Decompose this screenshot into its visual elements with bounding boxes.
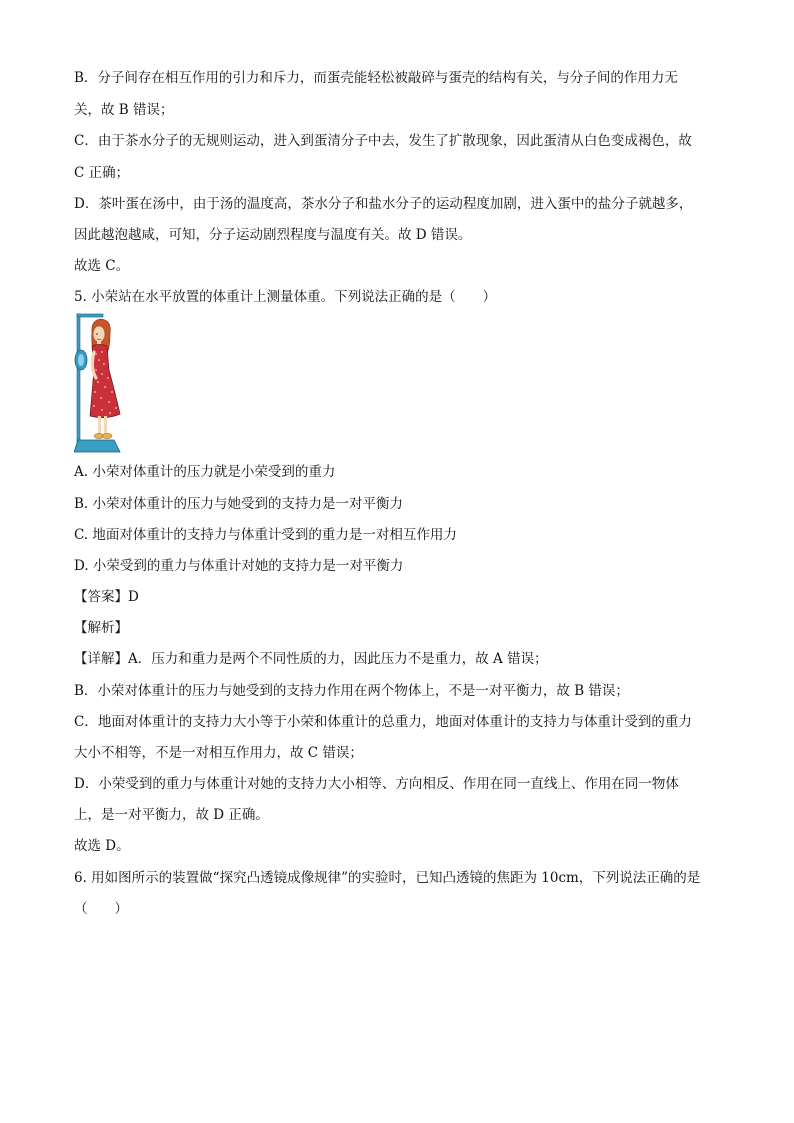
text-line: D．茶叶蛋在汤中，由于汤的温度高，茶水分子和盐水分子的运动程度加剧，进入蛋中的盐分子就越多， <box>74 196 693 212</box>
detail-line: 上，是一对平衡力，故 D 正确。 <box>74 807 269 823</box>
option-b: B. 小荣对体重计的压力与她受到的支持力是一对平衡力 <box>74 496 404 512</box>
text-line: C 正确； <box>74 165 130 181</box>
detail-line: 故选 D。 <box>74 838 130 854</box>
question-6-bracket: （ ） <box>74 901 128 917</box>
option-c: C. 地面对体重计的支持力与体重计受到的重力是一对相互作用力 <box>74 527 457 543</box>
detail-line: 大小不相等，不是一对相互作用力，故 C 错误； <box>74 745 363 761</box>
text-line: 故选 C。 <box>74 258 130 274</box>
option-d: D. 小荣受到的重力与体重计对她的支持力是一对平衡力 <box>74 558 404 574</box>
text-line: 关，故 B 错误； <box>74 102 174 118</box>
text-line: 因此越泡越咸，可知，分子运动剧烈程度与温度有关。故 D 错误。 <box>74 227 472 243</box>
figure-svg <box>74 312 134 457</box>
detail-line: B．小荣对体重计的压力与她受到的支持力作用在两个物体上，不是一对平衡力，故 B 错误； <box>74 683 629 699</box>
detail-line: C．地面对体重计的支持力大小等于小荣和体重计的总重力，地面对体重计的支持力与体重计受到的重力 <box>74 714 692 730</box>
answer-label: 【答案】D <box>74 589 139 605</box>
question-5-stem: 5. 小荣站在水平放置的体重计上测量体重。下列说法正确的是（ ） <box>74 289 497 305</box>
option-a: A. 小荣对体重计的压力就是小荣受到的重力 <box>74 464 336 480</box>
detail-line: D．小荣受到的重力与体重计对她的支持力大小相等、方向相反、作用在同一直线上、作用在同一物体 <box>74 776 679 792</box>
text-line: C．由于茶水分子的无规则运动，进入到蛋清分子中去，发生了扩散现象，因此蛋清从白色变成褐色，故 <box>74 133 692 149</box>
girl-on-scale-illustration <box>74 312 134 457</box>
text-line: B．分子间存在相互作用的引力和斥力，而蛋壳能轻松被敲碎与蛋壳的结构有关，与分子间的作用力无 <box>74 70 678 86</box>
analysis-label: 【解析】 <box>74 620 128 636</box>
detail-line: 【详解】A．压力和重力是两个不同性质的力，因此压力不是重力，故 A 错误； <box>74 651 548 667</box>
question-6-stem: 6. 用如图所示的装置做“探究凸透镜成像规律”的实验时，已知凸透镜的焦距为 10cm，下列说法正确的是 <box>74 870 701 886</box>
